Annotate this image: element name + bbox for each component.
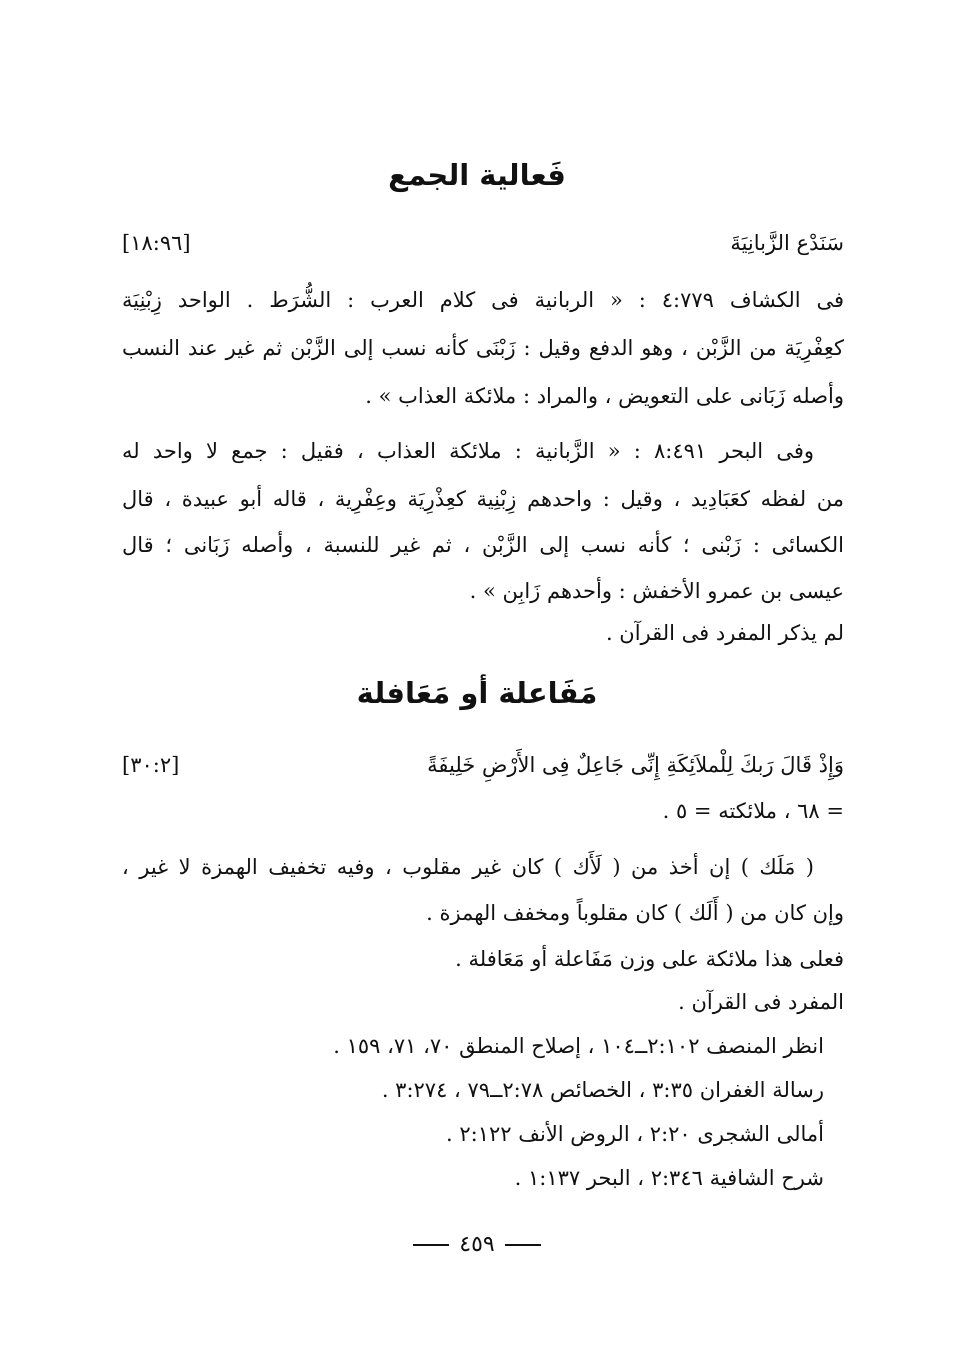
reference-line-2: رسالة الغفران ٣:٣٥ ، الخصائص ٢:٧٨ــ٧٩ ، ٣:٢٧٤ . [381, 1078, 824, 1102]
section-title-faaliya: فَعالية الجمع [388, 158, 566, 192]
verse-reference: [٣٠:٢] [122, 753, 180, 777]
para1-line-3: وأصله زَبَانى على التعويض ، والمراد : ملائكة العذاب » . [365, 384, 844, 408]
section2-note: المفرد فى القرآن . [678, 990, 844, 1014]
section-title-mafaala: مَفَاعلة أو مَعَافلة [356, 676, 598, 710]
para2-line-2: من لفظه كعَبَادِيد ، وقيل : واحدهم زِبْنِية كعِذْرِيَة وعِفْرِية ، قاله أبو عبيدة ، قال [122, 487, 844, 511]
para2-line-1: وفى البحر ٨:٤٩١ : « الزَّبانية : ملائكة العذاب ، فقيل : جمع لا واحد له [122, 439, 814, 463]
reference-line-4: شرح الشافية ٢:٣٤٦ ، البحر ١:١٣٧ . [514, 1166, 824, 1190]
entry-reference: [١٨:٩٦] [122, 231, 191, 255]
para2-line-3: الكسائى : زَبْنى ؛ كأنه نسب إلى الزَّبْن ، ثم غير للنسبة ، وأصله زَبَانى ؛ قال [122, 533, 844, 557]
section1-note: لم يذكر المفرد فى القرآن . [605, 621, 844, 645]
dash-right [505, 1244, 541, 1246]
para1-line-2: كعِفْرِيَة من الزَّبْن ، وهو الدفع وقيل : زَبْنَى كأنه نسب إلى الزَّبْن ثم غير عند النسب [122, 336, 844, 360]
reference-line-1: انظر المنصف ٢:١٠٢ــ١٠٤ ، إصلاح المنطق ٧٠، ٧١، ١٥٩ . [333, 1034, 824, 1058]
para1-line-1: فى الكشاف ٤:٧٧٩ : « الربانية فى كلام العرب : الشُّرَط . الواحد زِبْنِيَة [122, 288, 845, 312]
page-number-text: ٤٥٩ [459, 1232, 495, 1257]
entry-word: سَنَدْع الزَّبانِيَةَ [730, 231, 844, 255]
dash-left [413, 1244, 449, 1246]
reference-line-3: أمالى الشجرى ٢:٢٠ ، الروض الأنف ٢:١٢٢ . [446, 1122, 824, 1146]
verse-count: = ٦٨ ، ملائكته = ٥ . [662, 799, 844, 823]
para2-line-4: عيسى بن عمرو الأخفش : وأحدهم زَابِن » . [469, 579, 844, 603]
page-number [0, 1232, 954, 1257]
malak-line-3: فعلى هذا ملائكة على وزن مَفَاعلة أو مَعَافلة . [455, 947, 844, 971]
malak-line-2: وإن كان من ( أَلَك ) كان مقلوباً ومخفف الهمزة . [426, 901, 844, 925]
verse-text: وَإِذْ قَالَ رَبكَ لِلْملاَئِكَةِ إِنِّى جَاعِلٌ فِى الأَرْضِ خَلِيفَةً [427, 753, 844, 777]
malak-line-1: ( مَلَك ) إن أخذ من ( لَأَك ) كان غير مقلوب ، وفيه تخفيف الهمزة لا غير ، [122, 855, 814, 879]
